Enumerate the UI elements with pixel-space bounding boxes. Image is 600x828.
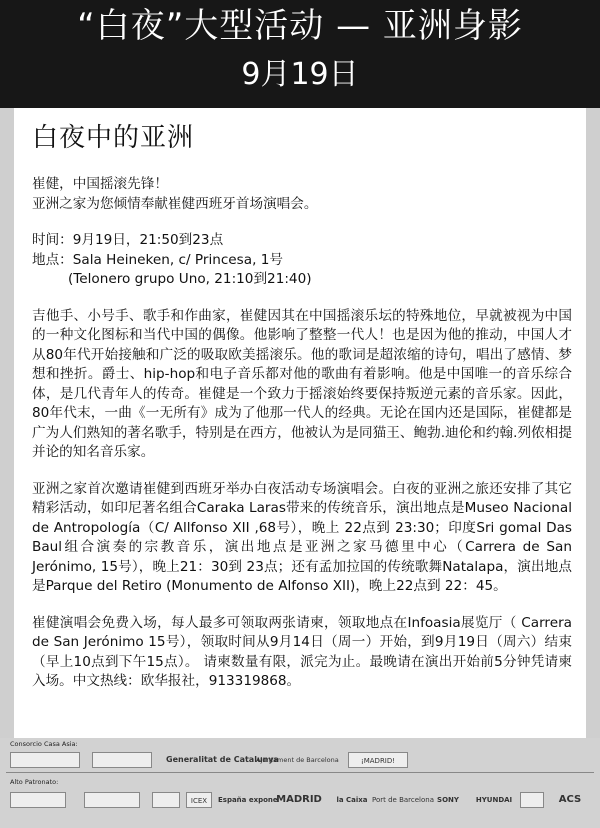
sponsor-logo: MADRID bbox=[276, 794, 322, 805]
opener-line: (Telonero grupo Uno, 21:10到21:40) bbox=[68, 271, 312, 287]
sponsor-logo: Port de Barcelona bbox=[372, 796, 435, 804]
content-card bbox=[14, 108, 586, 738]
sponsor-logo bbox=[84, 792, 140, 808]
sponsor-logo: la Caixa bbox=[336, 796, 368, 804]
body-text bbox=[32, 175, 572, 709]
event-title: “白夜”大型活动 — 亚洲身影 bbox=[77, 6, 523, 46]
consorcio-label: Consorcio Casa Asia: bbox=[10, 740, 78, 748]
venue-line: 地点：Sala Heineken, c/ Princesa, 1号 bbox=[32, 251, 283, 268]
sponsor-logo: SONY bbox=[437, 796, 459, 804]
sponsor-logo bbox=[520, 792, 544, 808]
paragraph-events: 亚洲之家首次邀请崔健到西班牙举办白夜活动专场演唱会。白夜的亚洲之旅还安排了其它精彩活动，如印尼著名组合Caraka Laras带来的传统音乐，演出地点是Museo Nacional de Antropología（C/ Allfonso XII ,68号），晚上 22点到 23:30；印度Sri gomal Das Baul组合演奏的宗教音乐，演出地点是亚洲之家马德里中心（Carrera de San Jerónimo, 15号），晚上21：30到 23点；还有孟加拉国的传统歌舞Natalapa，演出地点是Parque del Retiro (Monumento de Alfonso XII)，晚上22点到 22：45。 bbox=[32, 480, 572, 594]
sponsor-logo bbox=[10, 752, 80, 768]
sponsor-logo bbox=[10, 792, 66, 808]
patronato-label: Alto Patronato: bbox=[10, 778, 59, 786]
footer-divider bbox=[6, 772, 594, 773]
sponsor-logo: España expone bbox=[218, 796, 278, 804]
event-date: 9月19日 bbox=[241, 57, 359, 92]
sponsor-logo: ¡MADRID! bbox=[348, 752, 408, 768]
sponsor-logo bbox=[92, 752, 152, 768]
time-line: 时间：9月19日，21:50到23点 bbox=[32, 232, 224, 248]
sponsor-logo: ACS bbox=[558, 794, 582, 805]
sponsor-logo: ICEX bbox=[186, 792, 212, 808]
sponsor-logo: Generalitat de Catalunya bbox=[166, 755, 279, 764]
intro-block bbox=[32, 175, 572, 214]
intro-line: 亚洲之家为您倾情奉献崔健西班牙首场演唱会。 bbox=[32, 195, 318, 212]
sponsor-logo: Ajuntament de Barcelona bbox=[256, 756, 339, 764]
sponsor-logo: HYUNDAI bbox=[475, 796, 513, 804]
paragraph-tickets: 崔健演唱会免费入场，每人最多可领取两张请柬，领取地点在Infoasia展览厅（ Carrera de San Jerónimo 15号），领取时间从9月14日（周一）开始，到9月19日（周六）结束（早上10点到下午15点）。 请柬数量有限，派完为止。最晚请在演出开始前5分钟凭请柬入场。中文热线：欧华报社，913319868。 bbox=[32, 614, 572, 689]
intro-line: 崔健，中国摇滚先锋！ bbox=[32, 176, 168, 192]
section-heading: 白夜中的亚洲 bbox=[32, 123, 195, 153]
sponsor-footer bbox=[0, 738, 600, 828]
info-block bbox=[32, 231, 572, 290]
sponsor-logo bbox=[152, 792, 180, 808]
paragraph-artist: 吉他手、小号手、歌手和作曲家，崔健因其在中国摇滚乐坛的特殊地位，早就被视为中国的一种文化图标和当代中国的偶像。他影响了整整一代人！也是因为他的推动，中国人才从80年代开始接触和广泛的吸取欧美摇滚乐。他的歌词是超浓缩的诗句，唱出了感情、梦想和挫折。爵士、hip-hop和电子音乐都对他的歌曲有着影响。他是中国唯一的音乐综合体，是几代青年人的传奇。崔健是一个致力于摇滚始终要保持叛逆元素的音乐家。因此，80年代末，一曲《一无所有》成为了他那一代人的经典。无论在国内还是国际，崔健都是广为人们熟知的著名歌手，特别是在西方，他被认为是同猫王、鲍勃.迪伦和约翰.列侬相提并论的知名音乐家。 bbox=[32, 307, 572, 460]
header-banner bbox=[0, 0, 600, 108]
